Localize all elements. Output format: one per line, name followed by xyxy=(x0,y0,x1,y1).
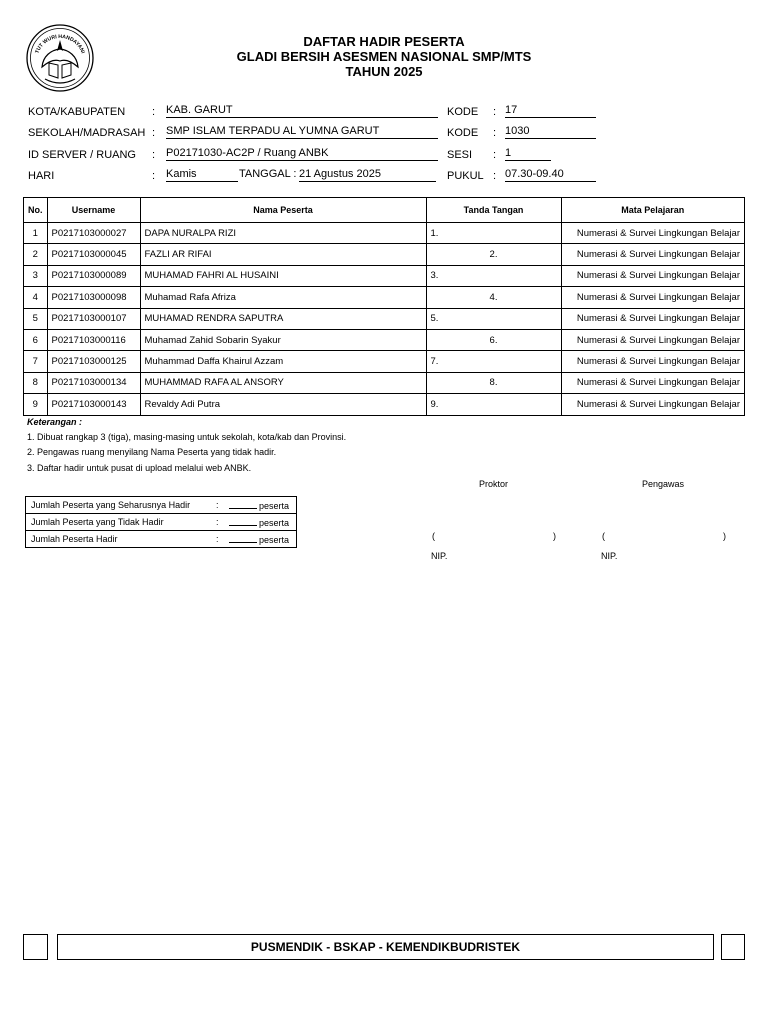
summary-blank xyxy=(229,516,257,526)
row-signature[interactable]: 2. xyxy=(426,244,561,265)
footer-left-box xyxy=(23,934,48,960)
row-number: 6 xyxy=(24,329,48,350)
summary-unit: peserta xyxy=(259,518,290,528)
row-name: DAPA NURALPA RIZI xyxy=(140,223,426,244)
hari-colon: : xyxy=(152,170,156,182)
row-subject: Numerasi & Survei Lingkungan Belajar xyxy=(561,244,745,265)
kota-colon: : xyxy=(152,106,156,118)
header-username: Username xyxy=(47,198,140,223)
row-subject: Numerasi & Survei Lingkungan Belajar xyxy=(561,308,745,329)
row-number: 4 xyxy=(24,287,48,308)
row-username: P0217103000027 xyxy=(47,223,140,244)
header-signature: Tanda Tangan xyxy=(426,198,561,223)
table-row xyxy=(24,329,745,350)
header-no: No. xyxy=(24,198,48,223)
row-username: P0217103000125 xyxy=(47,351,140,372)
footer-right-box xyxy=(721,934,745,960)
kode-2-colon: : xyxy=(493,127,497,139)
row-number: 3 xyxy=(24,265,48,286)
row-signature[interactable]: 9. xyxy=(426,394,561,415)
table-row xyxy=(24,394,745,415)
row-username: P0217103000098 xyxy=(47,287,140,308)
note-item: 3. Daftar hadir untuk pusat di upload melalui web ANBK. xyxy=(27,463,252,473)
row-number: 2 xyxy=(24,244,48,265)
row-name: Revaldy Adi Putra xyxy=(140,394,426,415)
row-username: P0217103000107 xyxy=(47,308,140,329)
row-username: P0217103000143 xyxy=(47,394,140,415)
row-signature[interactable]: 1. xyxy=(426,223,561,244)
summary-row xyxy=(26,514,297,531)
server-colon: : xyxy=(152,149,156,161)
sekolah-colon: : xyxy=(152,127,156,139)
proktor-label: Proktor xyxy=(479,479,509,489)
row-signature[interactable]: 6. xyxy=(426,329,561,350)
note-item: 1. Dibuat rangkap 3 (tiga), masing-masing untuk sekolah, kota/kab dan Provinsi. xyxy=(27,432,347,442)
summary-unit: peserta xyxy=(259,535,290,545)
pengawas-nip: NIP. xyxy=(601,551,618,561)
attendance-table xyxy=(23,197,745,416)
sesi-label: SESI xyxy=(447,149,473,161)
note-item: 2. Pengawas ruang menyilang Nama Peserta yang tidak hadir. xyxy=(27,447,277,457)
row-username: P0217103000134 xyxy=(47,372,140,393)
summary-blank xyxy=(229,533,257,543)
table-row xyxy=(24,351,745,372)
kode-2-value: 1030 xyxy=(505,125,596,139)
summary-row xyxy=(26,497,297,514)
row-subject: Numerasi & Survei Lingkungan Belajar xyxy=(561,394,745,415)
proktor-close-paren: ) xyxy=(553,531,556,541)
row-number: 1 xyxy=(24,223,48,244)
table-row xyxy=(24,287,745,308)
table-row xyxy=(24,265,745,286)
summary-label: Jumlah Peserta yang Tidak Hadir xyxy=(26,514,212,531)
server-label: ID SERVER / RUANG xyxy=(28,149,136,161)
sekolah-label: SEKOLAH/MADRASAH xyxy=(28,127,146,139)
kota-label: KOTA/KABUPATEN xyxy=(28,106,126,118)
row-signature[interactable]: 5. xyxy=(426,308,561,329)
server-value: P02171030-AC2P / Ruang ANBK xyxy=(166,147,438,161)
sekolah-value: SMP ISLAM TERPADU AL YUMNA GARUT xyxy=(166,125,438,139)
row-signature[interactable]: 7. xyxy=(426,351,561,372)
tanggal-value: 21 Agustus 2025 xyxy=(299,168,436,182)
kode-1-colon: : xyxy=(493,106,497,118)
pengawas-close-paren: ) xyxy=(723,531,726,541)
row-subject: Numerasi & Survei Lingkungan Belajar xyxy=(561,329,745,350)
pengawas-open-paren: ( xyxy=(602,531,605,541)
summary-colon: : xyxy=(211,514,224,531)
pengawas-label: Pengawas xyxy=(642,479,685,489)
kode-1-value: 17 xyxy=(505,104,596,118)
summary-label: Jumlah Peserta Hadir xyxy=(26,531,212,548)
summary-value-field[interactable] xyxy=(224,531,297,548)
row-username: P0217103000045 xyxy=(47,244,140,265)
summary-label: Jumlah Peserta yang Seharusnya Hadir xyxy=(26,497,212,514)
row-subject: Numerasi & Survei Lingkungan Belajar xyxy=(561,223,745,244)
title-line-1: DAFTAR HADIR PESERTA xyxy=(303,34,465,49)
row-name: FAZLI AR RIFAI xyxy=(140,244,426,265)
row-name: Muhamad Zahid Sobarin Syakur xyxy=(140,329,426,350)
table-header-row xyxy=(24,198,745,223)
summary-unit: peserta xyxy=(259,501,290,511)
table-row xyxy=(24,244,745,265)
pukul-colon: : xyxy=(493,170,497,182)
table-row xyxy=(24,223,745,244)
summary-value-field[interactable] xyxy=(224,497,297,514)
kode-1-label: KODE xyxy=(447,106,479,118)
row-name: MUHAMAD RENDRA SAPUTRA xyxy=(140,308,426,329)
proktor-nip: NIP. xyxy=(431,551,448,561)
title-line-2: GLADI BERSIH ASESMEN NASIONAL SMP/MTS xyxy=(236,49,532,64)
row-subject: Numerasi & Survei Lingkungan Belajar xyxy=(561,351,745,372)
row-subject: Numerasi & Survei Lingkungan Belajar xyxy=(561,372,745,393)
row-name: Muhammad Daffa Khairul Azzam xyxy=(140,351,426,372)
kota-value: KAB. GARUT xyxy=(166,104,438,118)
row-subject: Numerasi & Survei Lingkungan Belajar xyxy=(561,265,745,286)
sesi-value: 1 xyxy=(505,147,551,161)
row-signature[interactable]: 4. xyxy=(426,287,561,308)
table-row xyxy=(24,308,745,329)
row-name: MUHAMAD FAHRI AL HUSAINI xyxy=(140,265,426,286)
row-signature[interactable]: 8. xyxy=(426,372,561,393)
pukul-value: 07.30-09.40 xyxy=(505,168,596,182)
svg-text:TUT WURI HANDAYANI: TUT WURI HANDAYANI xyxy=(34,33,86,55)
title-line-3: TAHUN 2025 xyxy=(345,64,423,79)
header-subject: Mata Pelajaran xyxy=(561,198,745,223)
row-number: 5 xyxy=(24,308,48,329)
kode-2-label: KODE xyxy=(447,127,479,139)
hari-label: HARI xyxy=(28,170,55,182)
row-number: 7 xyxy=(24,351,48,372)
hari-value: Kamis xyxy=(166,168,238,182)
summary-blank xyxy=(229,499,257,509)
tanggal-label: TANGGAL : xyxy=(239,168,297,180)
table-row xyxy=(24,372,745,393)
summary-table xyxy=(25,496,297,548)
row-number: 9 xyxy=(24,394,48,415)
row-number: 8 xyxy=(24,372,48,393)
row-name: Muhamad Rafa Afriza xyxy=(140,287,426,308)
row-username: P0217103000089 xyxy=(47,265,140,286)
row-name: MUHAMMAD RAFA AL ANSORY xyxy=(140,372,426,393)
summary-value-field[interactable] xyxy=(224,514,297,531)
summary-row xyxy=(26,531,297,548)
row-subject: Numerasi & Survei Lingkungan Belajar xyxy=(561,287,745,308)
pukul-label: PUKUL xyxy=(447,170,484,182)
footer-banner: PUSMENDIK - BSKAP - KEMENDIKBUDRISTEK xyxy=(57,934,714,960)
header-name: Nama Peserta xyxy=(140,198,426,223)
summary-colon: : xyxy=(211,531,224,548)
proktor-open-paren: ( xyxy=(432,531,435,541)
summary-colon: : xyxy=(211,497,224,514)
row-signature[interactable]: 3. xyxy=(426,265,561,286)
row-username: P0217103000116 xyxy=(47,329,140,350)
notes-heading: Keterangan : xyxy=(27,417,83,427)
sesi-colon: : xyxy=(493,149,497,161)
